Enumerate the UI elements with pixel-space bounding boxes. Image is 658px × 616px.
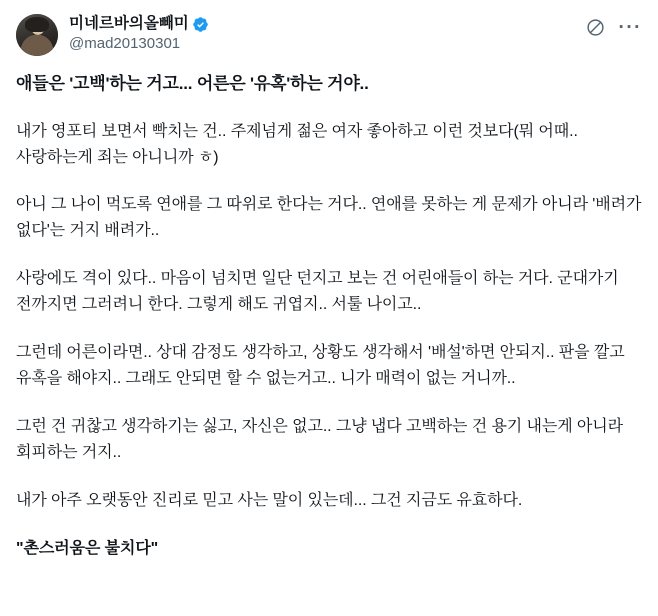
post-closing-quote: "촌스러움은 불치다" <box>16 539 159 557</box>
post-paragraph: 내가 영포티 보면서 빡치는 건.. 주제넘게 젊은 여자 좋아하고 이런 것보다(뭐 어때.. 사랑하는게 죄는 아니니까 ㅎ) <box>16 122 578 166</box>
avatar[interactable] <box>16 14 58 56</box>
author-handle[interactable]: @mad20130301 <box>69 34 181 52</box>
author-display-name[interactable]: 미네르바의올빼미 <box>69 15 189 32</box>
post-body <box>16 72 642 562</box>
author-names <box>69 14 209 53</box>
post-header-actions <box>586 14 642 37</box>
not-interested-icon[interactable] <box>586 18 605 37</box>
avatar-hair-shape <box>25 17 49 31</box>
post-paragraph: 내가 아주 오랫동안 진리로 믿고 사는 말이 있는데... 그건 지금도 유효하다. <box>16 491 523 509</box>
post-paragraph: 그런 건 귀찮고 생각하기는 싫고, 자신은 없고.. 그냥 냅다 고백하는 건 용기 내는게 아니라 회피하는 거지.. <box>16 417 623 461</box>
verified-badge-icon <box>192 16 209 33</box>
more-options-icon[interactable] <box>618 16 642 38</box>
author-name-row <box>69 15 209 34</box>
post-paragraph: 아니 그 나이 먹도록 연애를 그 따위로 한다는 거다.. 연애를 못하는 게 문제가 아니라 '배려가 없다'는 거지 배려가.. <box>16 196 642 240</box>
post-header <box>16 14 642 56</box>
post-headline: 애들은 '고백'하는 거고... 어른은 '유혹'하는 거야.. <box>16 74 369 93</box>
post-paragraph: 사랑에도 격이 있다.. 마음이 넘치면 일단 던지고 보는 건 어린애들이 하는 거다. 군대가기 전까지면 그러려니 한다. 그렇게 해도 귀엽지.. 서툴 나이고.. <box>16 270 619 314</box>
post-paragraph: 그런데 어른이라면.. 상대 감정도 생각하고, 상황도 생각해서 '배설'하면 안되지.. 판을 깔고 유혹을 해야지.. 그래도 안되면 할 수 없는거고.. 니가 매력이 없는 거니까.. <box>16 344 625 387</box>
more-options-label: ··· <box>618 16 642 38</box>
